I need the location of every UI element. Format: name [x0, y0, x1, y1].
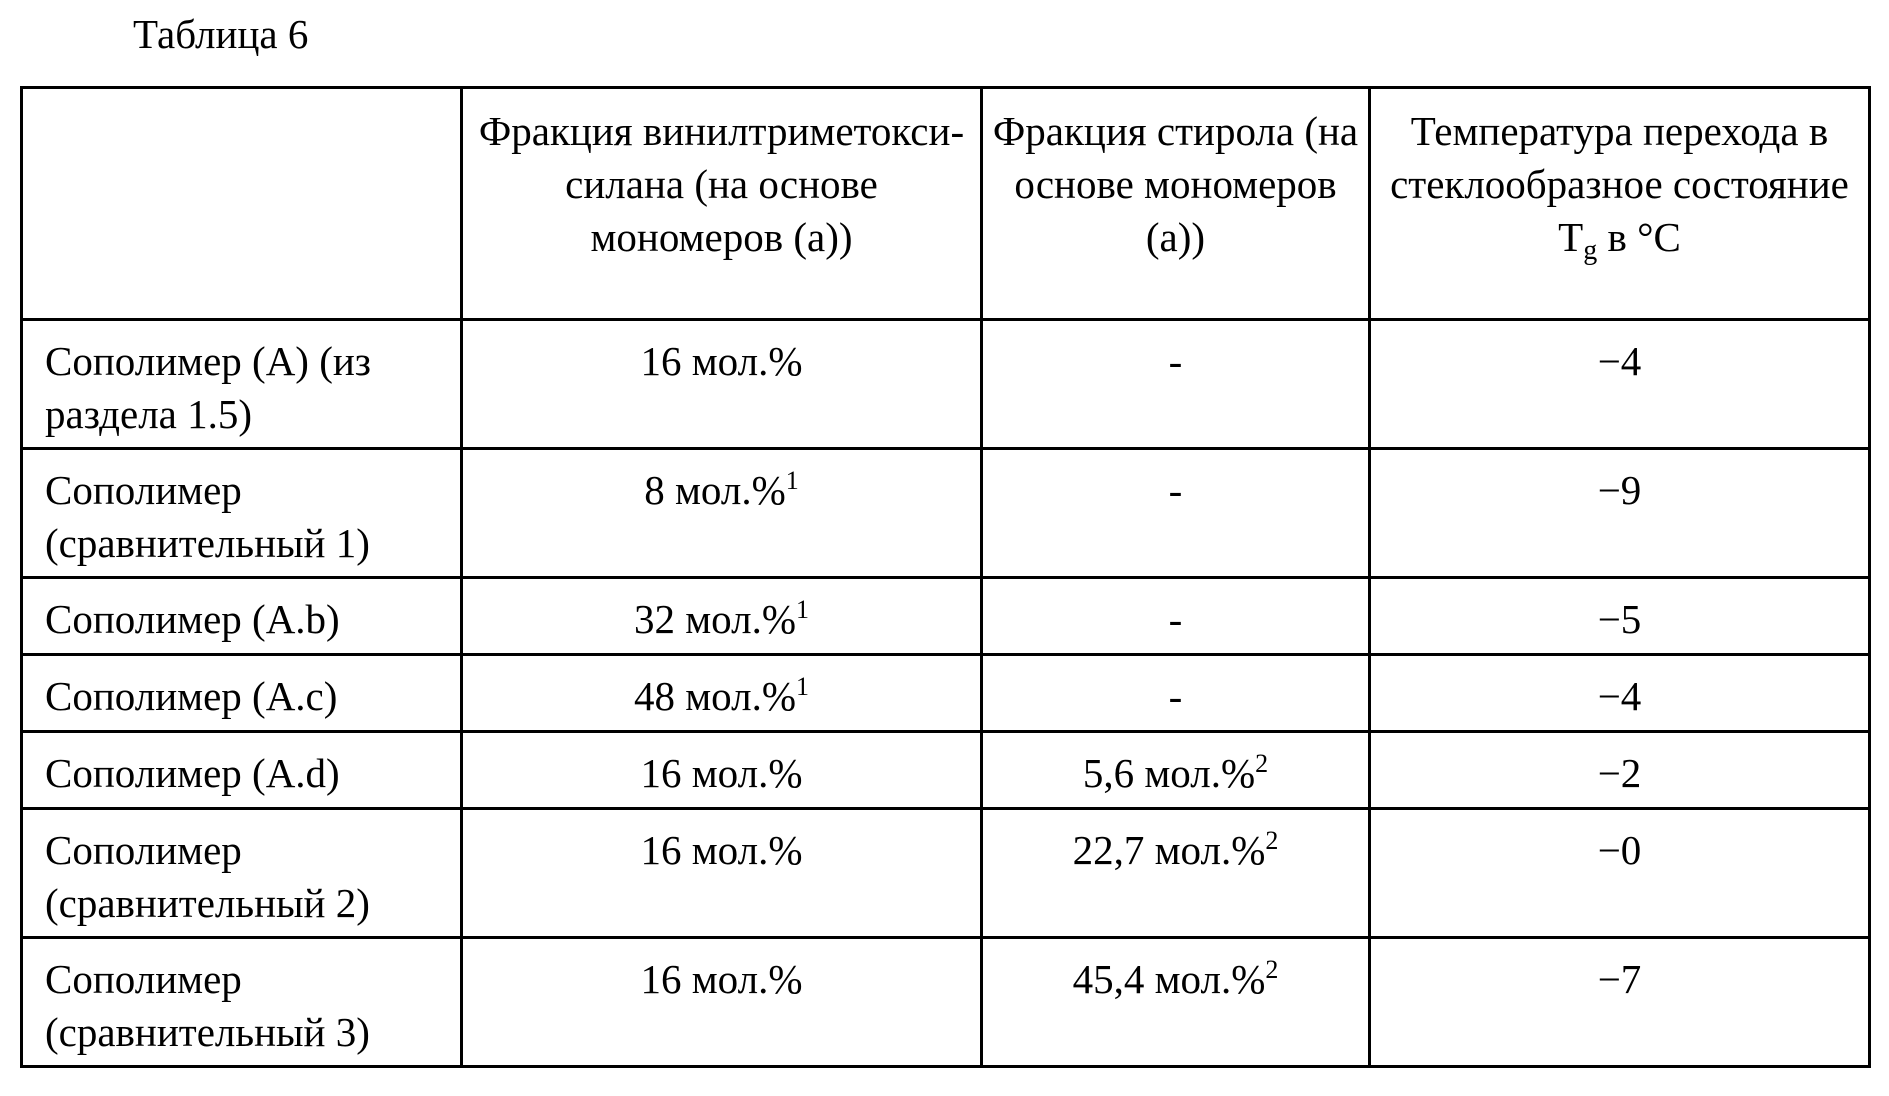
copolymer-name-cell [22, 809, 462, 938]
styrene-fraction-cell [982, 809, 1370, 938]
vtms-fraction-cell [462, 655, 982, 732]
footnote-marker: 2 [1265, 826, 1279, 855]
glass-transition-cell [1370, 732, 1870, 809]
header-tg-text: Температура перехода в стеклообразное состояние T [1390, 108, 1849, 260]
glass-transition-cell [1370, 578, 1870, 655]
copolymer-name-cell [22, 578, 462, 655]
header-tg-unit: в °C [1597, 214, 1681, 260]
vtms-fraction-cell [462, 938, 982, 1067]
copolymer-name-cell [22, 320, 462, 449]
vtms-fraction-cell-text: 8 мол.% [644, 467, 786, 513]
footnote-marker: 1 [796, 595, 810, 624]
table-caption: Таблица 6 [133, 11, 309, 57]
copolymer-name-cell-text: Сополимер (A.c) [45, 673, 338, 719]
table-row [22, 938, 1870, 1067]
vtms-fraction-cell-text: 32 мол.% [633, 596, 797, 642]
header-vtms-fraction [462, 88, 982, 320]
footnote-marker: 1 [796, 672, 810, 701]
header-styrene-text: Фракция стирола (на основе мономеров (а)) [992, 108, 1359, 260]
styrene-fraction-cell [982, 732, 1370, 809]
table-row [22, 320, 1870, 449]
header-vtms-text: Фракция винилтриметокси-силана (на основе мономеров (а)) [478, 108, 965, 260]
glass-transition-cell-text: −4 [1597, 338, 1642, 384]
styrene-fraction-cell-text: - [1168, 467, 1183, 513]
glass-transition-cell [1370, 320, 1870, 449]
table-row [22, 578, 1870, 655]
glass-transition-cell-text: −2 [1597, 750, 1642, 796]
vtms-fraction-cell-text: 16 мол.% [640, 750, 803, 796]
copolymer-name-cell-text: Сополимер (A.b) [45, 596, 340, 642]
glass-transition-cell-text: −5 [1597, 596, 1642, 642]
copolymer-name-cell [22, 449, 462, 578]
styrene-fraction-cell [982, 655, 1370, 732]
footnote-marker: 1 [785, 466, 799, 495]
header-glass-transition [1370, 88, 1870, 320]
copolymer-name-cell-text: Сополимер (A) (из раздела 1.5) [45, 338, 371, 437]
vtms-fraction-cell [462, 320, 982, 449]
header-empty-cell [22, 88, 462, 320]
copolymer-name-cell-text: Сополимер (A.d) [45, 750, 340, 796]
glass-transition-cell [1370, 809, 1870, 938]
vtms-fraction-cell-text: 16 мол.% [640, 827, 803, 873]
vtms-fraction-cell-text: 48 мол.% [633, 673, 797, 719]
styrene-fraction-cell-text: 45,4 мол.% [1072, 956, 1266, 1002]
header-tg-subscript: g [1583, 235, 1598, 266]
copolymer-name-cell-text: Сополимер (сравнительный 1) [45, 467, 370, 566]
table-body [22, 320, 1870, 1067]
data-table [20, 86, 1871, 1068]
copolymer-name-cell-text: Сополимер (сравнительный 3) [45, 956, 370, 1055]
glass-transition-cell-text: −0 [1597, 827, 1642, 873]
vtms-fraction-cell [462, 732, 982, 809]
glass-transition-cell-text: −9 [1597, 467, 1642, 513]
glass-transition-cell [1370, 938, 1870, 1067]
vtms-fraction-cell-text: 16 мол.% [640, 338, 803, 384]
styrene-fraction-cell [982, 320, 1370, 449]
header-styrene-fraction [982, 88, 1370, 320]
styrene-fraction-cell-text: - [1168, 673, 1183, 719]
table-row [22, 655, 1870, 732]
glass-transition-cell-text: −7 [1597, 956, 1642, 1002]
table-row [22, 732, 1870, 809]
glass-transition-cell [1370, 655, 1870, 732]
header-row [22, 88, 1870, 320]
glass-transition-cell [1370, 449, 1870, 578]
table-row [22, 809, 1870, 938]
styrene-fraction-cell-text: 5,6 мол.% [1082, 750, 1256, 796]
styrene-fraction-cell-text: 22,7 мол.% [1072, 827, 1266, 873]
table-row [22, 449, 1870, 578]
styrene-fraction-cell [982, 938, 1370, 1067]
copolymer-name-cell [22, 938, 462, 1067]
vtms-fraction-cell [462, 578, 982, 655]
vtms-fraction-cell [462, 809, 982, 938]
glass-transition-cell-text: −4 [1597, 673, 1642, 719]
styrene-fraction-cell-text: - [1168, 596, 1183, 642]
footnote-marker: 2 [1265, 955, 1279, 984]
styrene-fraction-cell [982, 578, 1370, 655]
vtms-fraction-cell [462, 449, 982, 578]
styrene-fraction-cell-text: - [1168, 338, 1183, 384]
styrene-fraction-cell [982, 449, 1370, 578]
copolymer-name-cell-text: Сополимер (сравнительный 2) [45, 827, 370, 926]
copolymer-name-cell [22, 732, 462, 809]
vtms-fraction-cell-text: 16 мол.% [640, 956, 803, 1002]
footnote-marker: 2 [1255, 749, 1269, 778]
copolymer-name-cell [22, 655, 462, 732]
